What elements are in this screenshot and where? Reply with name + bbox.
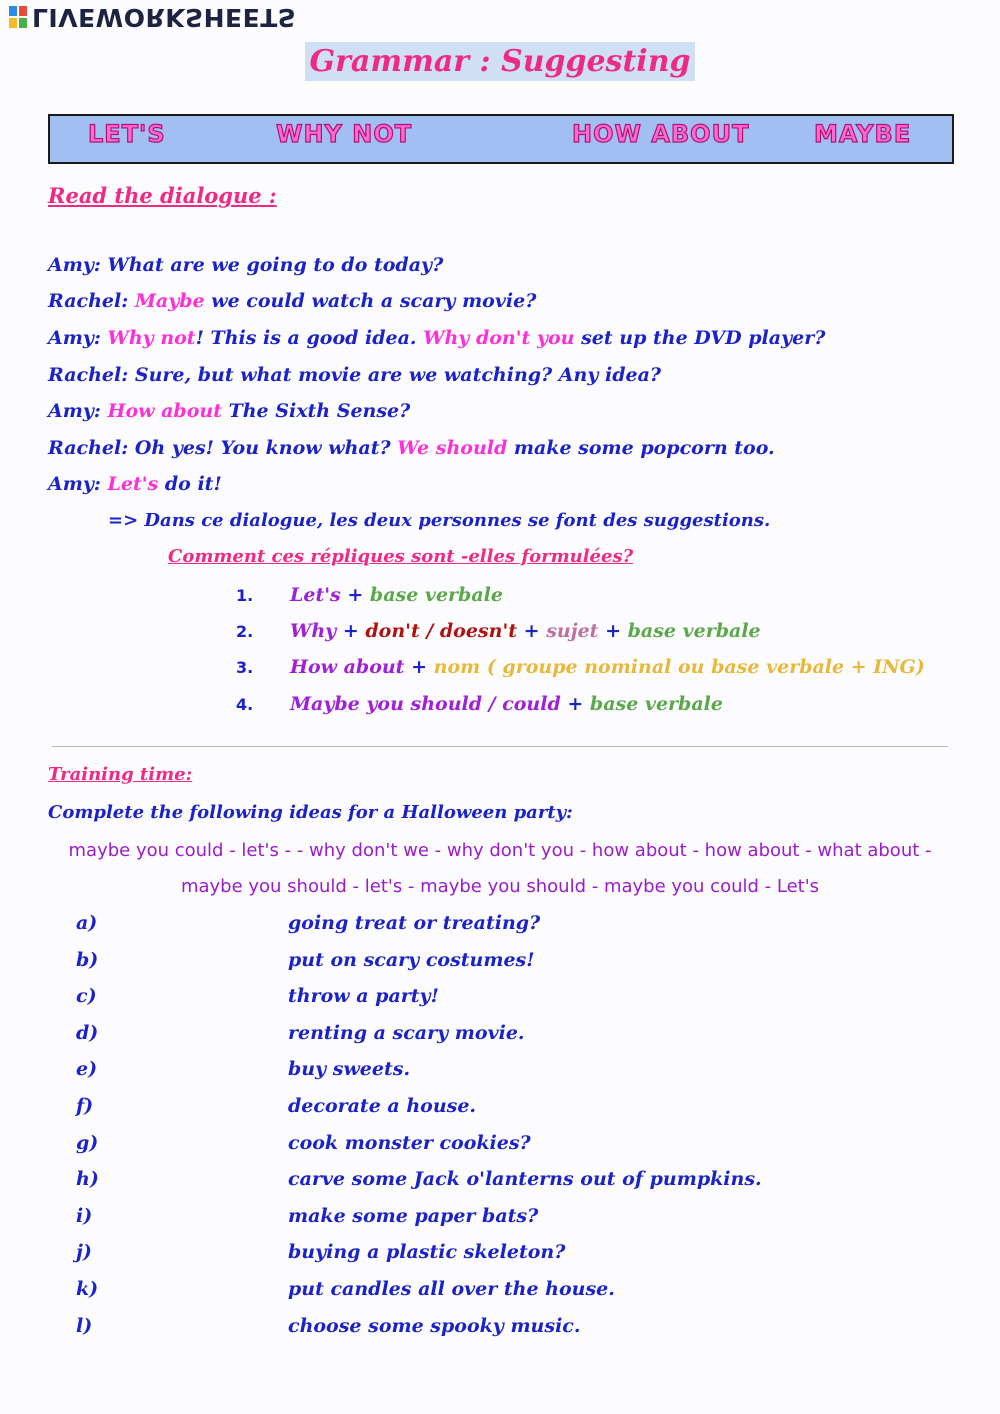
- rule-part: +: [560, 693, 590, 715]
- dialogue-text: Amy:: [48, 400, 108, 422]
- rule-part: base verbale: [369, 584, 503, 606]
- dialogue-line: [48, 364, 661, 386]
- exercise-text: cook monster cookies?: [288, 1132, 531, 1154]
- dialogue-text: Rachel:: [48, 290, 135, 312]
- banner-word-why-not: WHY NOT: [276, 120, 413, 148]
- exercise-letter: f): [76, 1095, 94, 1117]
- exercise-text: choose some spooky music.: [288, 1315, 581, 1337]
- banner-word-lets: LET'S: [88, 120, 166, 148]
- exercise-text: buy sweets.: [288, 1058, 411, 1080]
- exercise-letter: j): [76, 1241, 92, 1263]
- rule-item: [236, 620, 761, 642]
- suggestion-expression: Why not: [107, 327, 196, 349]
- exercise-text: buying a plastic skeleton?: [288, 1241, 566, 1263]
- exercise-letter: h): [76, 1168, 99, 1190]
- dialogue-text: ! This is a good idea.: [195, 327, 424, 349]
- dialogue-note: => Dans ce dialogue, les deux personnes se font des suggestions.: [108, 510, 771, 531]
- rule-part: base verbale: [627, 620, 761, 642]
- site-logo[interactable]: [8, 2, 296, 32]
- suggestion-expression: We should: [397, 437, 508, 459]
- rule-part: Maybe you should / could: [290, 693, 561, 715]
- dialogue-line: [48, 437, 775, 459]
- rule-number: 1.: [236, 586, 254, 605]
- dialogue-text: set up the DVD player?: [574, 327, 826, 349]
- rule-number: 3.: [236, 658, 254, 677]
- exercise-letter: i): [76, 1205, 93, 1227]
- rule-part: don't / doesn't: [365, 620, 518, 642]
- rule-number: 2.: [236, 622, 254, 641]
- exercise-text: make some paper bats?: [288, 1205, 539, 1227]
- dialogue-text: The Sixth Sense?: [221, 400, 411, 422]
- exercise-letter: d): [76, 1022, 99, 1044]
- exercise-instruction: Complete the following ideas for a Halloween party:: [48, 802, 573, 823]
- rule-item: [236, 656, 925, 678]
- page-title: Grammar : Suggesting: [0, 42, 1000, 81]
- rule-part: Why: [290, 620, 337, 642]
- dialogue-line: [48, 473, 222, 495]
- word-bank-line-1: maybe you could - let's - - why don't we - why don't you - how about - how about - what about -: [68, 840, 932, 861]
- exercise-letter: l): [76, 1315, 93, 1337]
- rule-part: nom ( groupe nominal ou base verbale + ING): [433, 656, 925, 678]
- exercise-text: going treat or treating?: [288, 912, 541, 934]
- rule-item: [236, 584, 503, 606]
- dialogue-text: make some popcorn too.: [507, 437, 775, 459]
- dialogue-text: Amy: What are we going to do today?: [48, 254, 444, 276]
- rule-part: +: [336, 620, 366, 642]
- dialogue-text: we could watch a scary movie?: [204, 290, 537, 312]
- rule-part: +: [404, 656, 434, 678]
- logo-block-1: [9, 6, 17, 16]
- exercise-text: put on scary costumes!: [288, 949, 535, 971]
- exercise-letter: c): [76, 985, 97, 1007]
- suggestion-expression: Why don't you: [423, 327, 575, 349]
- dialogue-text: Rachel: Sure, but what movie are we watching? Any idea?: [48, 364, 662, 386]
- dialogue-text: Amy:: [48, 327, 108, 349]
- logo-block-4: [19, 18, 27, 28]
- rule-part: +: [598, 620, 628, 642]
- suggestion-expression: Let's: [107, 473, 159, 495]
- exercise-letter: a): [76, 912, 98, 934]
- logo-text: LIVEWORKSHEETS: [32, 3, 297, 32]
- rule-part: How about: [290, 656, 405, 678]
- dialogue-text: Rachel: Oh yes! You know what?: [48, 437, 398, 459]
- logo-blocks-icon: [8, 5, 28, 29]
- dialogue-line: [48, 290, 536, 312]
- dialogue-text: do it!: [158, 473, 222, 495]
- word-bank-line-2: maybe you should - let's - maybe you should - maybe you could - Let's: [180, 876, 820, 897]
- exercise-text: decorate a house.: [288, 1095, 477, 1117]
- exercise-text: renting a scary movie.: [288, 1022, 525, 1044]
- read-dialogue-heading: Read the dialogue :: [48, 183, 277, 208]
- exercise-letter: b): [76, 949, 99, 971]
- rule-number: 4.: [236, 695, 254, 714]
- rule-part: base verbale: [589, 693, 723, 715]
- rule-item: [236, 693, 723, 715]
- logo-block-2: [19, 6, 27, 16]
- suggestion-expression: How about: [107, 400, 222, 422]
- dialogue-line: [48, 327, 825, 349]
- rule-part: sujet: [546, 620, 599, 642]
- rule-part: Let's: [290, 584, 341, 606]
- exercise-text: carve some Jack o'lanterns out of pumpkins.: [288, 1168, 762, 1190]
- banner-word-how-about: HOW ABOUT: [572, 120, 750, 148]
- dialogue-line: [48, 254, 443, 276]
- formulation-question: Comment ces répliques sont -elles formulées?: [168, 546, 634, 567]
- training-heading: Training time:: [48, 764, 193, 785]
- rule-part: +: [340, 584, 370, 606]
- dialogue-line: [48, 400, 410, 422]
- exercise-text: throw a party!: [288, 985, 439, 1007]
- logo-block-3: [9, 18, 17, 28]
- section-divider: [52, 746, 948, 747]
- exercise-text: put candles all over the house.: [288, 1278, 615, 1300]
- exercise-letter: k): [76, 1278, 99, 1300]
- rule-part: +: [517, 620, 547, 642]
- suggestion-expression: Maybe: [134, 290, 205, 312]
- expressions-banner: [48, 114, 954, 164]
- exercise-letter: g): [76, 1132, 99, 1154]
- banner-word-maybe: MAYBE: [814, 120, 912, 148]
- exercise-letter: e): [76, 1058, 98, 1080]
- dialogue-text: Amy:: [48, 473, 108, 495]
